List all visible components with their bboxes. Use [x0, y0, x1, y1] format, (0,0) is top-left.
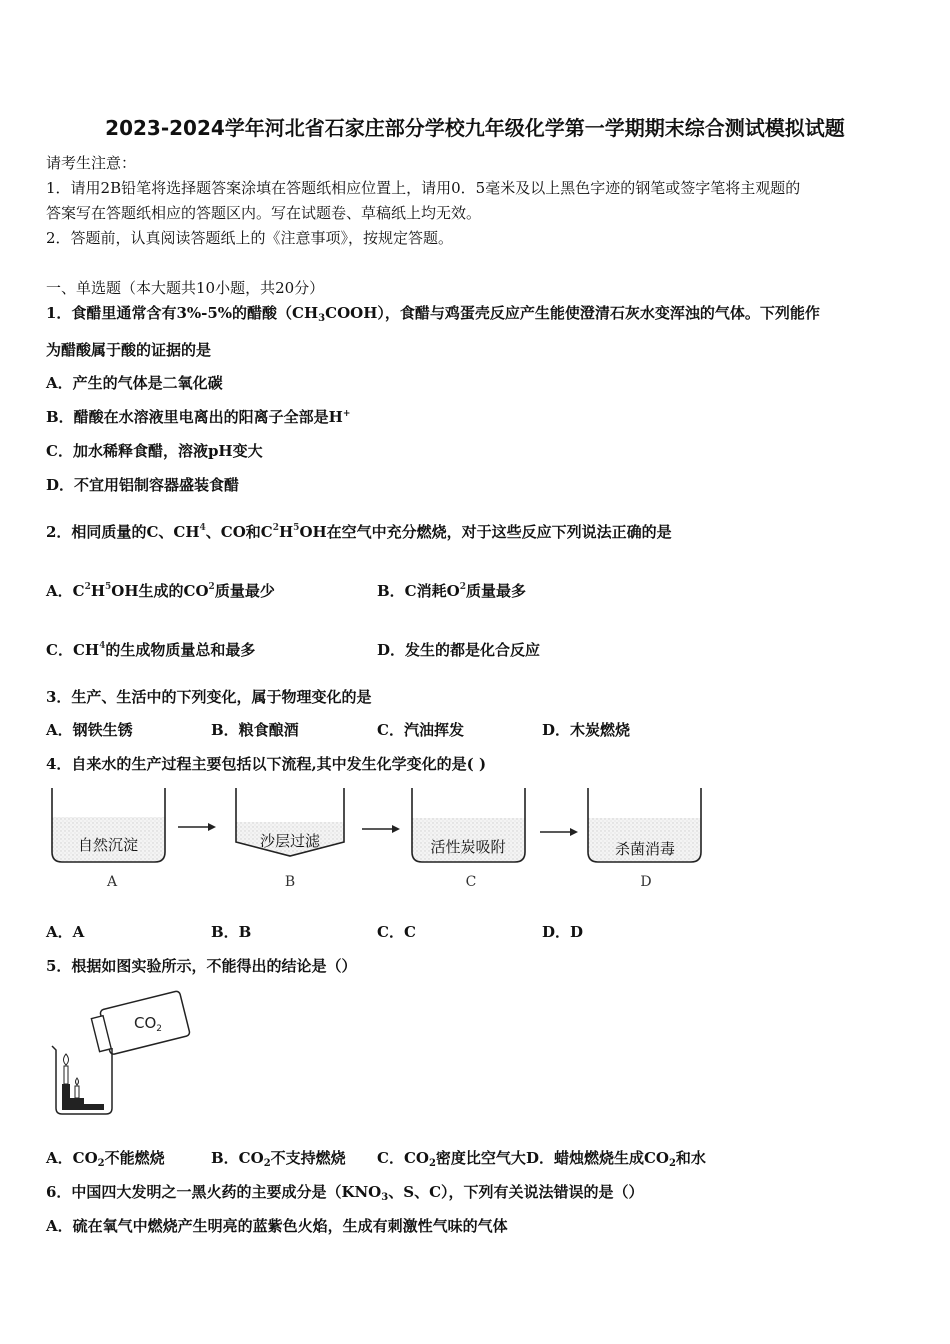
q1-option-d: D．不宜用铝制容器盛装食醋	[46, 476, 240, 494]
q4-option-d: D．D	[542, 923, 584, 941]
q3-option-c: C．汽油挥发	[377, 721, 464, 739]
q5-stem: 5．根据如图实验所示，不能得出的结论是（）	[46, 957, 357, 975]
notice-line-1b: 答案写在答题纸相应的答题区内。写在试题卷、草稿纸上均无效。	[46, 204, 482, 222]
q3-option-b: B．粮食酿酒	[211, 721, 299, 739]
water-treatment-diagram	[40, 782, 720, 897]
q4-stem: 4．自来水的生产过程主要包括以下流程,其中发生化学变化的是( )	[46, 755, 487, 773]
q3-stem: 3．生产、生活中的下列变化，属于物理变化的是	[46, 688, 372, 706]
arrow-2	[362, 825, 400, 833]
q6-stem: 6．中国四大发明之一黑火药的主要成分是（$KNO_3$、S、C），下列有关说法错误的是（）	[46, 1183, 644, 1203]
q4-option-a: A．A	[46, 923, 85, 941]
co2-experiment-diagram	[44, 988, 204, 1120]
q3-option-a: A．钢铁生锈	[46, 721, 133, 739]
q2-option-d: D．发生的都是化合反应	[377, 641, 541, 659]
q4-option-b: B．B	[211, 923, 252, 941]
q2-option-c: C．$CH^4$的生成物质量总和最多	[46, 641, 256, 659]
q1-option-c: C．加水稀释食醋，溶液pH变大	[46, 442, 263, 460]
notice-line-2: 2．答题前，认真阅读答题纸上的《注意事项》，按规定答题。	[46, 229, 454, 247]
tank-a-letter: A	[106, 874, 118, 890]
q2-option-b: B．C消耗$O^2$质量最多	[377, 582, 526, 600]
arrow-1	[178, 823, 216, 831]
tank-c-letter: C	[465, 874, 477, 890]
tank-d-letter: D	[640, 874, 652, 890]
q3-option-d: D．木炭燃烧	[542, 721, 631, 739]
q2-option-a: A．$C^2H^5OH$生成的$CO^2$质量最少	[46, 582, 275, 600]
notice-heading: 请考生注意：	[46, 154, 137, 172]
q1-option-b: B．醋酸在水溶液里电离出的阳离子全部是H+	[46, 408, 351, 426]
gas-jar-label: $CO_2$	[134, 1014, 163, 1034]
tank-d-label: 杀菌消毒	[614, 840, 676, 858]
q1-option-a: A．产生的气体是二氧化碳	[46, 374, 223, 392]
q6-option-a: A．硫在氧气中燃烧产生明亮的蓝紫色火焰，生成有刺激性气味的气体	[46, 1217, 508, 1235]
q5-option-a: A．$CO_2$不能燃烧	[46, 1149, 165, 1169]
page-title: 2023-2024学年河北省石家庄部分学校九年级化学第一学期期末综合测试模拟试题	[105, 116, 845, 140]
tank-b-letter: B	[284, 874, 296, 890]
tank-b-label: 沙层过滤	[259, 832, 321, 850]
q5-option-b: B．$CO_2$不支持燃烧	[211, 1149, 346, 1169]
q2-stem: 2．相同质量的C、$CH^4$、CO和$C^2H^5OH$在空气中充分燃烧，对于这些反应下列说法正确的是	[46, 523, 672, 541]
arrow-3	[540, 828, 578, 836]
candle-stairs	[62, 1054, 104, 1110]
tank-a-label: 自然沉淀	[77, 836, 139, 854]
q1-stem-line1: 1．食醋里通常含有3%-5%的醋酸$(CH_3COOH)$，食醋与鸡蛋壳反应产生能使澄清石灰水变浑浊的气体。下列能作	[46, 304, 820, 324]
tank-c-label: 活性炭吸附	[430, 838, 506, 856]
q5-option-c: C．$CO_2$密度比空气大D．蜡烛燃烧生成$CO_2$和水	[377, 1149, 706, 1169]
q4-option-c: C．C	[377, 923, 416, 941]
notice-line-1a: 1．请用2B铅笔将选择题答案涂填在答题纸相应位置上，请用0．5毫米及以上黑色字迹的钢笔或签字笔将主观题的	[46, 179, 801, 197]
q1-stem-line2: 为醋酸属于酸的证据的是	[46, 341, 212, 359]
section-heading: 一、单选题（本大题共10小题，共20分）	[46, 279, 325, 297]
